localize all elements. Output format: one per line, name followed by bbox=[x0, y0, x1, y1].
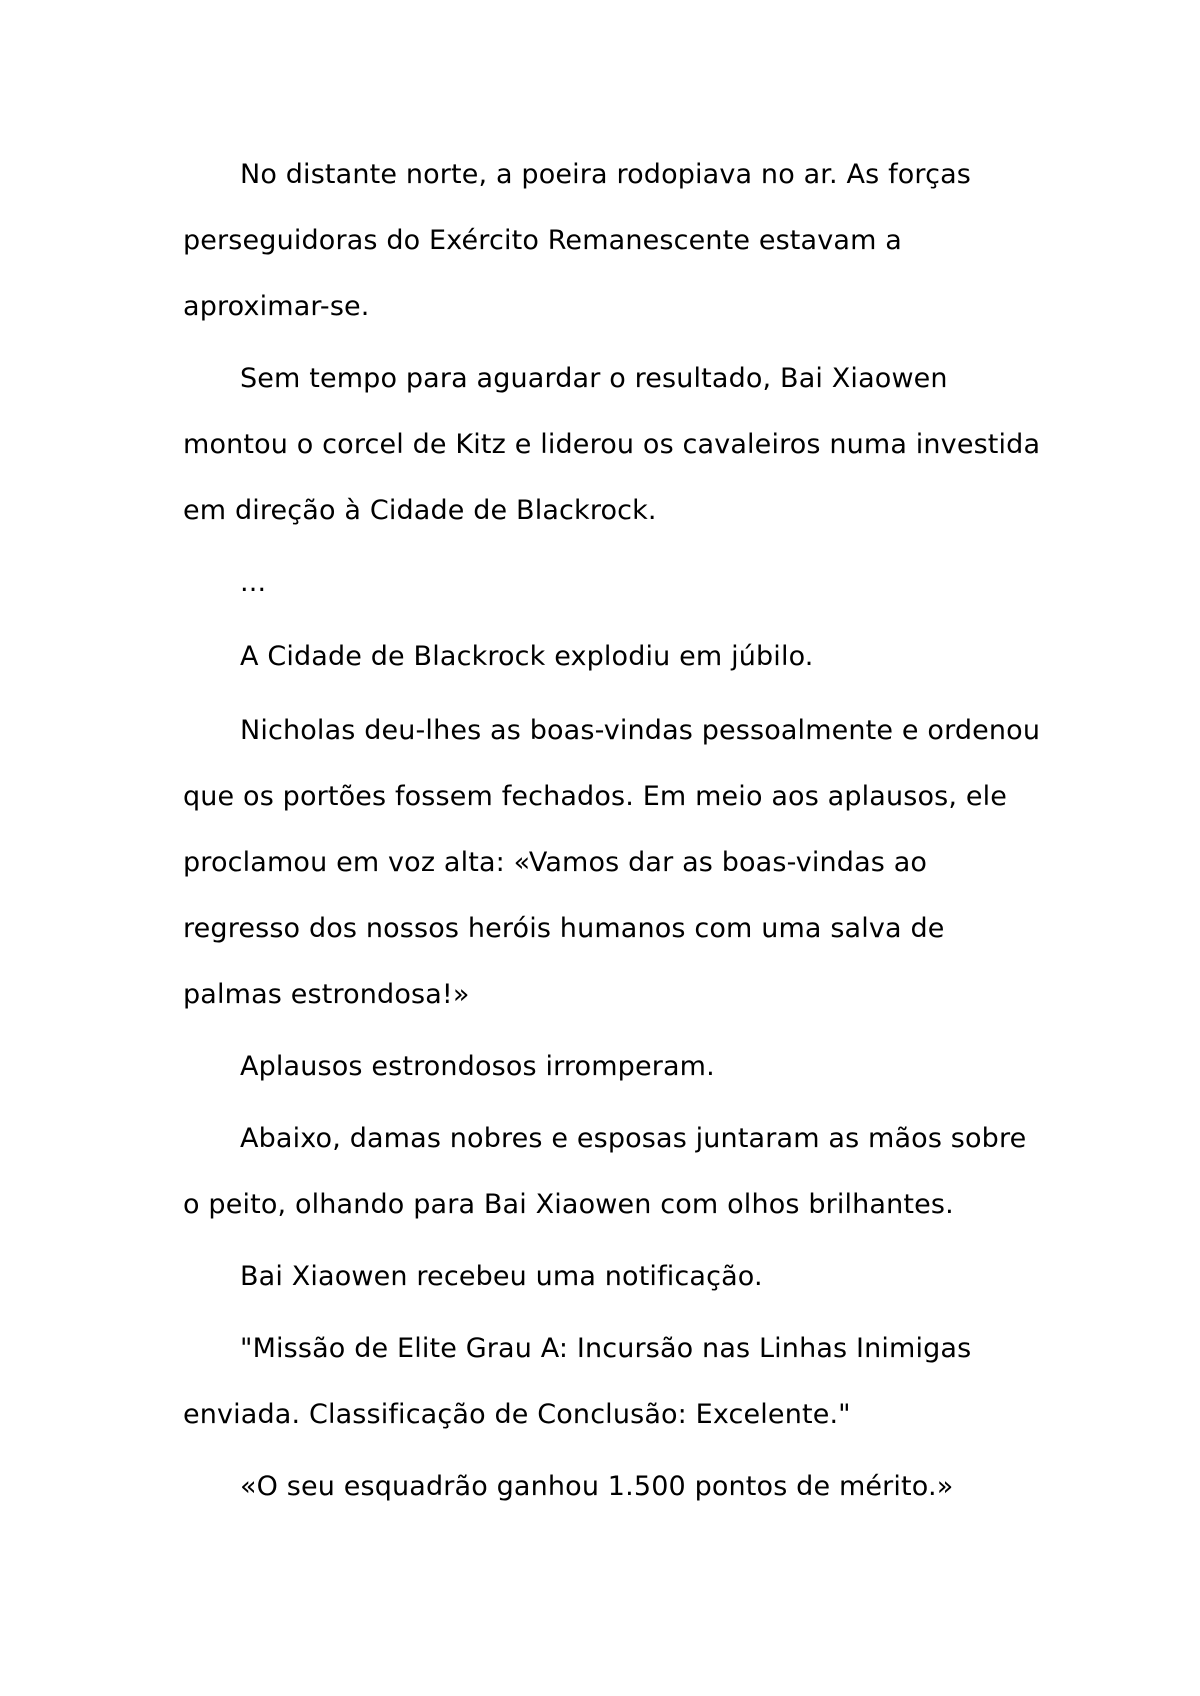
paragraph-6: Abaixo, damas nobres e esposas juntaram as mãos sobre o peito, olhando para Bai Xiaowen com olhos brilhantes. bbox=[183, 1123, 1027, 1220]
paragraph-5: Aplausos estrondosos irromperam. bbox=[240, 1051, 715, 1082]
paragraph-2: Sem tempo para aguardar o resultado, Bai Xiaowen montou o corcel de Kitz e liderou os cavaleiros numa investida em direção à Cidade de Blackrock. bbox=[183, 363, 1041, 526]
paragraph-7: Bai Xiaowen recebeu uma notificação. bbox=[240, 1261, 763, 1292]
scene-break: ... bbox=[240, 567, 267, 598]
paragraph-1: No distante norte, a poeira rodopiava no ar. As forças perseguidoras do Exército Remanescente estavam a aproximar-se. bbox=[183, 159, 971, 322]
paragraph-8: "Missão de Elite Grau A: Incursão nas Linhas Inimigas enviada. Classificação de Conclusão: Excelente." bbox=[183, 1333, 972, 1430]
paragraph-9: «O seu esquadrão ganhou 1.500 pontos de mérito.» bbox=[240, 1471, 954, 1502]
paragraph-4: Nicholas deu-lhes as boas-vindas pessoalmente e ordenou que os portões fossem fechados. Em meio aos aplausos, ele proclamou em voz alta: «Vamos dar as boas-vindas ao regresso dos nossos heróis humanos com uma salva de palmas estrondosa!» bbox=[183, 715, 1041, 1010]
paragraph-3: A Cidade de Blackrock explodiu em júbilo. bbox=[240, 641, 814, 672]
body-text bbox=[183, 142, 1043, 1526]
